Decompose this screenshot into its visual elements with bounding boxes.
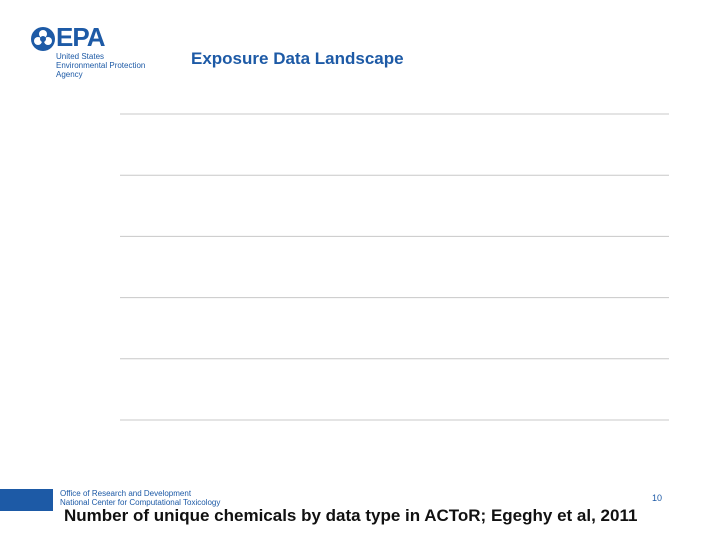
agency-line-3: Agency	[56, 70, 83, 79]
agency-line-1: United States	[56, 52, 105, 61]
footer-bar	[0, 489, 53, 511]
chart-caption: Number of unique chemicals by data type in ACToR; Egeghy et al, 2011	[64, 506, 638, 525]
chart-gridlines	[120, 114, 669, 420]
agency-line-2: Environmental Protection	[56, 61, 146, 70]
slide-title: Exposure Data Landscape	[191, 49, 404, 68]
footer-line-2: National Center for Computational Toxicology	[60, 498, 221, 507]
footer-line-1: Office of Research and Development	[60, 489, 192, 498]
logo-wordmark: EPA	[56, 22, 105, 52]
page-number: 10	[652, 493, 663, 503]
